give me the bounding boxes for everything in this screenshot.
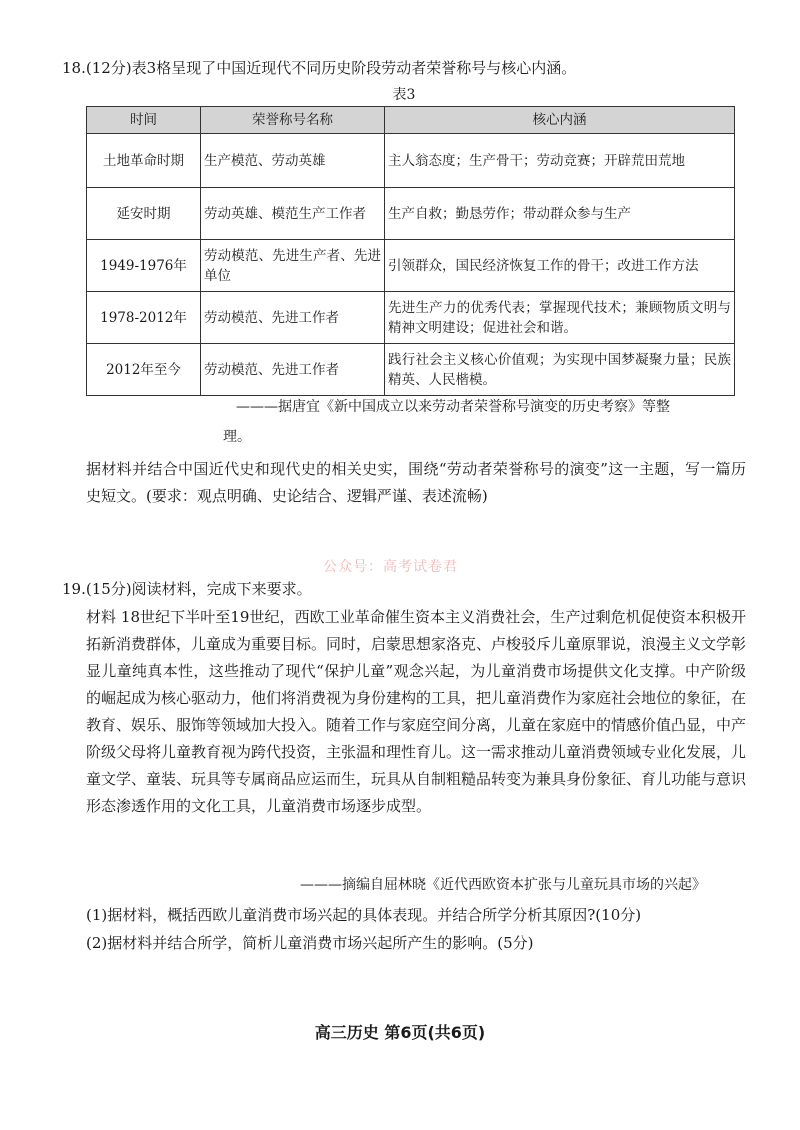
cell-period: 1949-1976年 bbox=[87, 240, 201, 292]
q18-heading: 18.(12分)表3格呈现了中国近现代不同历史阶段劳动者荣誉称号与核心内涵。 bbox=[62, 59, 577, 77]
cell-period: 延安时期 bbox=[87, 188, 201, 240]
page-footer: 高三历史 第6页(共6页) bbox=[314, 1023, 486, 1042]
q18-source-line: ———据唐宜《新中国成立以来劳动者荣誉称号演变的历史考察》等整 bbox=[236, 399, 670, 415]
cell-core-meaning: 主人翁态度；生产骨干；劳动竞赛；开辟荒田荒地 bbox=[385, 134, 735, 188]
cell-period: 1978-2012年 bbox=[87, 292, 201, 344]
q18-task: 据材料并结合中国近代史和现代史的相关史实，围绕“劳动者荣誉称号的演变”这一主题，写一篇历史短文。(要求：观点明确、史论结合、逻辑严谨、表述流畅) bbox=[86, 460, 746, 505]
table-caption: 表3 bbox=[392, 87, 416, 103]
honor-titles-table bbox=[86, 106, 735, 396]
cell-honor-title: 劳动模范、先进生产者、先进单位 bbox=[201, 240, 385, 292]
cell-core-meaning: 先进生产力的优秀代表；掌握现代技术；兼顾物质文明与精神文明建设；促进社会和谐。 bbox=[385, 292, 735, 344]
header-core-meaning: 核心内涵 bbox=[385, 107, 735, 134]
table-header-row bbox=[87, 107, 735, 134]
watermark-text: 公众号：高考试卷君 bbox=[323, 559, 458, 575]
q19-subquestion-2: (2)据材料并结合所学，简析儿童消费市场兴起所产生的影响。(5分) bbox=[86, 934, 534, 952]
q19-material: 材料 18世纪下半叶至19世纪，西欧工业革命催生资本主义消费社会，生产过剩危机促使资本积极开拓新消费群体，儿童成为重要目标。同时，启蒙思想家洛克、卢梭驳斥儿童原罪说，浪漫主义文学彰显儿童纯真本性，这些推动了现代“保护儿童”观念兴起，为儿童消费市场提供文化支撑。中产阶级的崛起成为核心驱动力，他们将消费视为身份建构的工具，把儿童消费作为家庭社会地位的象征，在教育、娱乐、服饰等领域加大投入。随着工作与家庭空间分离，儿童在家庭中的情感价值凸显，中产阶级父母将儿童教育视为跨代投资，主张温和理性育儿。这一需求推动儿童消费领域专业化发展，儿童文学、童装、玩具等专属商品应运而生，玩具从自制粗糙品转变为兼具身份象征、育儿功能与意识形态渗透作用的文化工具，儿童消费市场逐步成型。 bbox=[86, 608, 747, 815]
cell-honor-title: 劳动模范、先进工作者 bbox=[201, 344, 385, 396]
cell-core-meaning: 引领群众，国民经济恢复工作的骨干；改进工作方法 bbox=[385, 240, 735, 292]
cell-honor-title: 劳动英雄、模范生产工作者 bbox=[201, 188, 385, 240]
cell-core-meaning: 践行社会主义核心价值观；为实现中国梦凝聚力量；民族精英、人民楷模。 bbox=[385, 344, 735, 396]
q19-source: ———摘编自屈林晓《近代西欧资本扩张与儿童玩具市场的兴起》 bbox=[300, 877, 706, 893]
cell-honor-title: 劳动模范、先进工作者 bbox=[201, 292, 385, 344]
header-time: 时间 bbox=[87, 107, 201, 134]
q18-source-line-end: 理。 bbox=[223, 429, 251, 445]
cell-honor-title: 生产模范、劳动英雄 bbox=[201, 134, 385, 188]
q19-subquestion-1: (1)据材料，概括西欧儿童消费市场兴起的具体表现。并结合所学分析其原因?(10分) bbox=[86, 906, 642, 924]
table-row bbox=[87, 292, 735, 344]
cell-core-meaning: 生产自救；勤恳劳作；带动群众参与生产 bbox=[385, 188, 735, 240]
header-title-name: 荣誉称号名称 bbox=[201, 107, 385, 134]
cell-period: 土地革命时期 bbox=[87, 134, 201, 188]
table-row bbox=[87, 188, 735, 240]
table-row bbox=[87, 240, 735, 292]
q19-heading: 19.(15分)阅读材料，完成下来要求。 bbox=[62, 580, 312, 598]
table-row bbox=[87, 134, 735, 188]
table-row bbox=[87, 344, 735, 396]
cell-period: 2012年至今 bbox=[87, 344, 201, 396]
